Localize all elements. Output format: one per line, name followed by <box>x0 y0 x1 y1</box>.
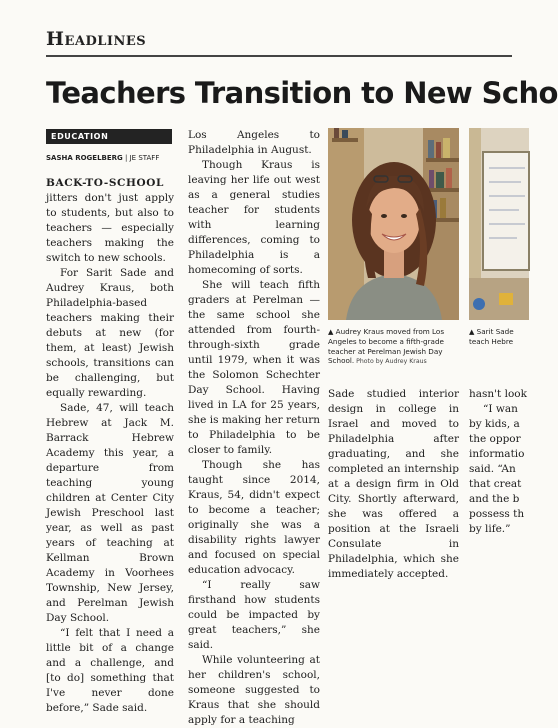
paragraph: Though Kraus is leaving her life out west as a general studies teacher for students with learning differences, coming to Philadelphia is a homecoming of sorts. <box>188 159 320 276</box>
section-title <box>46 28 146 50</box>
paragraph: “I felt that I need a little bit of a change and a challenge, and [to do] something that I've never done before,” Sade said. <box>46 627 174 714</box>
lead-in: BACK-TO-SCHOOL <box>46 177 164 189</box>
byline-author: SASHA ROGELBERG <box>46 154 123 162</box>
text-line: by life.” <box>469 523 511 535</box>
caption-triangle-icon: ▲ <box>469 328 475 336</box>
paragraph: Though she has taught since 2014, Kraus, 54, didn't expect to become a teacher; originally she was a disability rights lawyer and focused on special education advocacy. <box>188 459 320 576</box>
paragraph: Sade, 47, will teach Hebrew at Jack M. Barrack Hebrew Academy this year, a departure from teaching young children at Center City Jewish Preschool last year, as well as past years of teaching at Kellman Brown Academy in Voorhees Township, New Jersey, and Perelman Jewish Day School. <box>46 402 174 624</box>
text-line: that creat <box>469 478 522 490</box>
byline-affiliation: | JE STAFF <box>125 154 160 162</box>
caption-line: teach Hebre <box>469 337 514 347</box>
article-column-1 <box>46 176 174 716</box>
paragraph: She will teach fifth graders at Perelman — the same school she attended from fourth-through-sixth grade until 1979, when it was the Solomon Schechter Day School. Having lived in LA for 25 years, she is making her return to Philadelphia to be closer to family. <box>188 279 320 456</box>
caption-triangle-icon: ▲ <box>328 328 334 336</box>
article-column-4 <box>469 387 529 537</box>
photo-caption-2 <box>469 327 529 347</box>
article-column-3 <box>328 387 459 582</box>
text-line: “I wan <box>483 403 518 415</box>
text-line: said. “An <box>469 463 516 475</box>
text-line: hasn't look <box>469 388 527 400</box>
photo-sarit-sade <box>469 128 529 320</box>
paragraph: Sade studied interior design in college in Israel and moved to Philadelphia after graduating, and she completed an internship at a design firm in Old City. Shortly afterward, she was offered a position at the Israeli Consulate in Philadelphia, which she immediately accepted. <box>328 388 459 580</box>
photo-credit: Photo by Audrey Kraus <box>354 358 427 366</box>
photo-audrey-kraus <box>328 128 459 320</box>
caption-line <box>469 327 529 337</box>
byline <box>46 154 159 162</box>
photo-caption-1 <box>328 327 462 367</box>
paragraph: Los Angeles to Philadelphia in August. <box>188 129 320 156</box>
caption-text: Sarit Sade <box>474 327 514 336</box>
portrait-image <box>328 128 459 320</box>
section-divider <box>46 55 512 57</box>
article-column-2 <box>188 128 320 728</box>
article-headline: Teachers Transition to New Scho <box>46 76 558 110</box>
category-tag: EDUCATION <box>46 129 172 144</box>
text-line: the oppor <box>469 433 521 445</box>
paragraph: For Sarit Sade and Audrey Kraus, both Philadelphia-based teachers making their debuts at new (for them, at least) Jewish schools, transitions can be challenging, but equally rewarding. <box>46 267 174 399</box>
paragraph-text: jitters don't just apply to students, but also to teachers — especially teachers making the switch to new schools. <box>46 192 174 264</box>
paragraph <box>46 176 174 266</box>
text-line: possess th <box>469 508 525 520</box>
paragraph: While volunteering at her children's school, someone suggested to Kraus that she should apply for a teaching <box>188 654 320 726</box>
section-title-text: Headlines <box>46 28 147 50</box>
paragraph: “I really saw firsthand how students could be impacted by great teachers,” she said. <box>188 579 320 651</box>
classroom-image <box>469 128 529 320</box>
text-line: by kids, a <box>469 418 520 430</box>
text-line: informatio <box>469 448 525 460</box>
caption-text: Audrey Kraus moved from Los Angeles to become a fifth-grade teacher at Perelman Jewish Day School. <box>328 327 445 366</box>
text-line: and the b <box>469 493 520 505</box>
